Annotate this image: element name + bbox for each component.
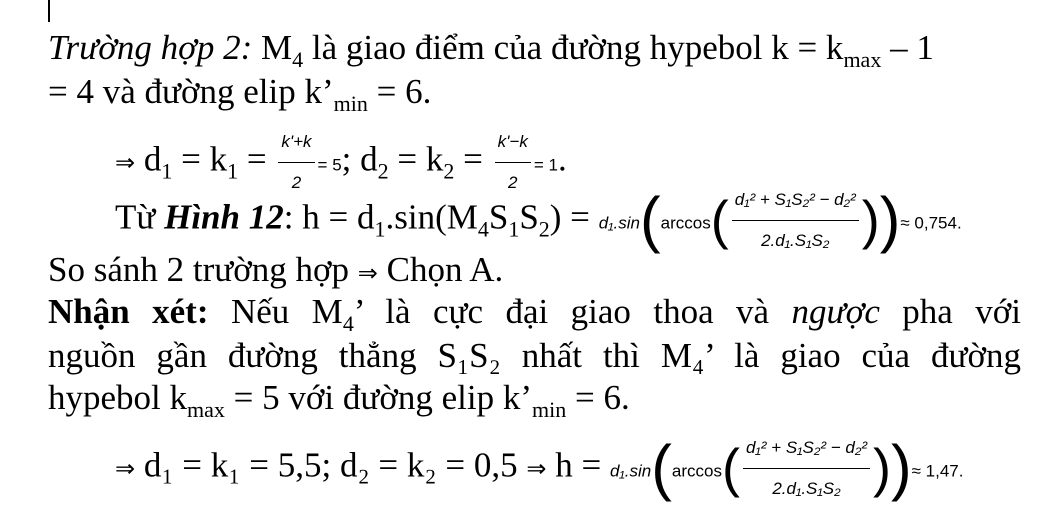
implies-icon: ⇒ [357,258,378,287]
implies-icon: ⇒ [526,454,547,483]
case2-line1: Trường hợp 2: $M_4$ là giao điểm của đường hypebol $k = k_{max} - 1$ [48,28,934,72]
case2-line2: = 4 và đường elip $k’_{min} = 6$. [48,72,432,116]
remark-line3: hypebol $k_{max} = 5$ với đường elip $k’_{min} = 6$. [48,378,630,422]
figure-line: Từ Hình 12: $h = d_1.\sin(M_4S_1S_2) = d_1.\sin(\arccos$( $\frac{\text{d₁² + S₁S₂² − d₂²}}{\text{2.d₁.S₁S₂}}$ ))≈ 0,754. [115,180,962,261]
result2-line: ⇒ d₁ = k₁ = 5,5; d₂ = k₂ = 0,5 ⇒ h = d₁.sin(arccos( $\frac{\text{d₁² + S₁S₂² − d₂²}}{\text{2.d₁.S₁S₂}}$ ))≈ 1,47. [115,428,964,509]
text-cursor [48,0,50,22]
fraction-k-sum: $\frac{k'+k}{2}$ [278,122,314,203]
implies-icon: ⇒ [115,454,136,483]
remark-line2: nguồn gần đường thẳng S₁S₂ nhất thì M₄’ là giao của đường [48,336,1021,375]
result1-line: ⇒ $d_1 = k_1$ = $\frac{k'+k}{2}$ = 5; $d_2 = k_2$ = $\frac{k'-k}{2}$ = 1. [115,122,567,203]
figure-reference: Hình 12 [164,197,284,237]
arccos-fraction-1: $\frac{\text{d₁² + S₁S₂² − d₂²}}{\text{2.d₁.S₁S₂}}$ [732,180,859,261]
implies-icon: ⇒ [115,148,136,177]
remark-line1: Nhận xét: Nếu $M_4$’ là cực đại giao thoa và ngược pha với [48,292,1021,336]
compare-line: So sánh 2 trường hợp ⇒ Chọn A. [48,250,504,289]
fraction-k-diff: $\frac{k'-k}{2}$ [495,122,531,203]
arccos-fraction-2: $\frac{\text{d₁² + S₁S₂² − d₂²}}{\text{2.d₁.S₁S₂}}$ [743,428,870,509]
case2-label: Trường hợp 2: [48,28,253,67]
remark-label: Nhận xét: [48,292,209,331]
